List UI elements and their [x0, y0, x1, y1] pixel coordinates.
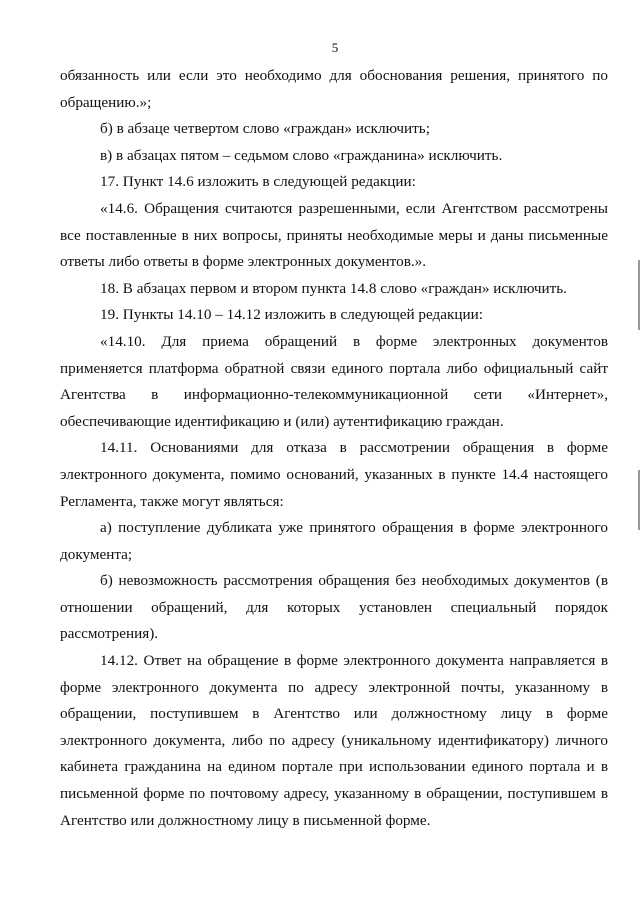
paragraph: обязанность или если это необходимо для обоснования решения, принятого по обращению.»; [60, 67, 608, 111]
paragraph: в) в абзацах пятом – седьмом слово «гражданина» исключить. [100, 146, 503, 164]
paragraph: 17. Пункт 14.6 изложить в следующей редакции: [100, 173, 416, 191]
paragraph: а) поступление дубликата уже принятого обращения в форме электронного документа; [60, 519, 608, 563]
paragraph: 19. Пункты 14.10 – 14.12 изложить в следующей редакции: [100, 306, 483, 324]
paragraph: «14.6. Обращения считаются разрешенными, если Агентством рассмотрены все поставленные в них вопросы, приняты необходимые меры и даны письменные ответы либо ответы в форме электронных документов.». [60, 199, 608, 271]
paragraph: б) невозможность рассмотрения обращения без необходимых документов (в отношении обращений, для которых установлен специальный порядок рассмотрения). [60, 572, 608, 643]
paragraph: 14.12. Ответ на обращение в форме электронного документа направляется в форме электронного документа по адресу электронной почты, указанному в обращении, поступившем в Агентство или должностному лицу в форме электронного документа, либо по адресу (уникальному идентификатору) личного кабинета гражданина на едином портале при использовании единого портала и в письменной форме по почтовому адресу, указанному в обращении, поступившем в Агентство или должностному лицу в письменной форме. [60, 652, 608, 829]
paragraph: 14.11. Основаниями для отказа в рассмотрении обращения в форме электронного документа, помимо оснований, указанных в пункте 14.4 настоящего Регламента, также могут являться: [60, 439, 608, 510]
page-number: 5 [331, 40, 339, 55]
document-body [60, 63, 608, 834]
paragraph: «14.10. Для приема обращений в форме электронных документов применяется платформа обратной связи единого портала либо официальный сайт Агентства в информационно-телекоммуникационной сети «Интернет», обеспечивающие идентификацию и (или) аутентификацию граждан. [60, 332, 608, 430]
paragraph: б) в абзаце четвертом слово «граждан» исключить; [100, 120, 430, 138]
paragraph: 18. В абзацах первом и втором пункта 14.8 слово «граждан» исключить. [100, 279, 567, 297]
